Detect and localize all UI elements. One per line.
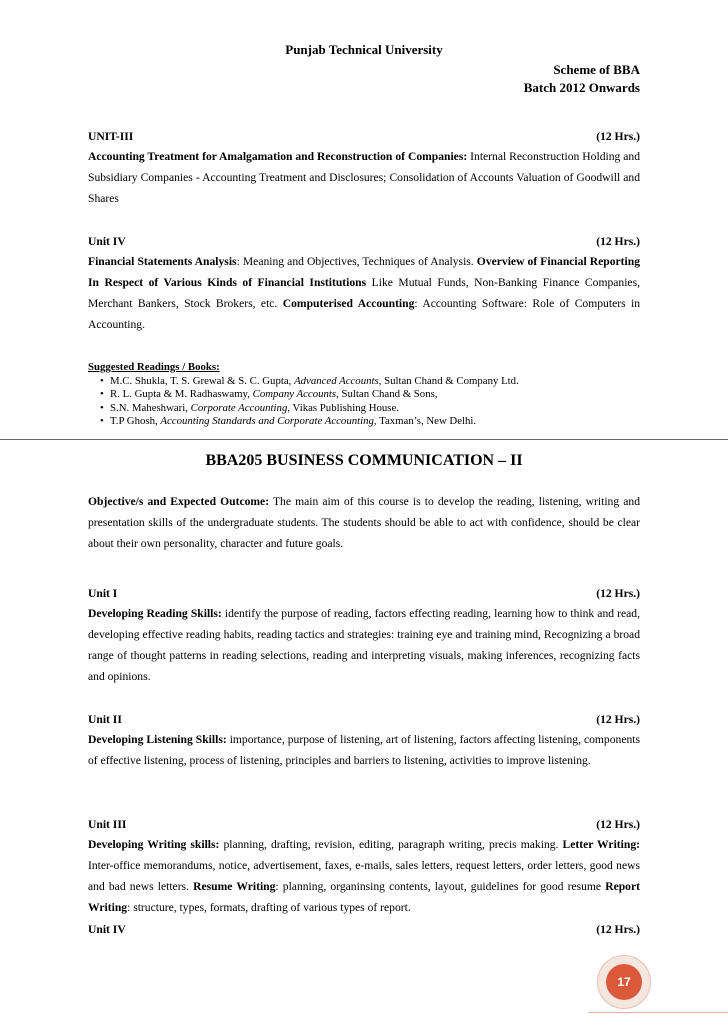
reading-item: • R. L. Gupta & M. Radhaswamy, Company Accounts, Sultan Chand & Sons, <box>102 388 648 402</box>
topic-heading: Overview of Financial Reporting In Respect of Various Kinds of Financial Institutions <box>88 255 640 289</box>
course-unit-i-heading <box>88 585 640 603</box>
topic-text: : structure, types, formats, drafting of various types of report. <box>127 901 411 914</box>
unit-iv-content <box>88 251 640 335</box>
topic-heading: Letter Writing: <box>562 838 640 851</box>
unit-hours: (12 Hrs.) <box>596 818 640 831</box>
topic-text: Inter-office memorandums, notice, advertisement, faxes, e-mails, sales letters, request letters, order letters, good news and bad news letters. <box>88 859 640 893</box>
unit-iii-content <box>88 146 640 209</box>
reading-item: • T.P Ghosh, Accounting Standards and Corporate Accounting, Taxman’s, New Delhi. <box>102 415 648 429</box>
course-unit-iv-section <box>88 921 640 939</box>
course-title: BBA205 BUSINESS COMMUNICATION – II <box>205 452 523 469</box>
scheme-header: Scheme of BBA <box>553 62 640 77</box>
batch-header: Batch 2012 Onwards <box>523 80 640 95</box>
university-header: Punjab Technical University <box>285 42 443 57</box>
course-unit-ii-section <box>88 711 640 771</box>
topic-text: identify the purpose of reading, factors effecting reading, learning how to think and read, developing effective reading habits, reading tactics and strategies: training eye and training mind, Recognizing a broad range of thought patterns in reading selections, reading and interpreting visuals, making inferences, recognizing facts and opinions. <box>88 607 640 683</box>
unit-hours: (12 Hrs.) <box>596 235 640 248</box>
topic-heading: Developing Reading Skills: <box>88 607 222 620</box>
course-unit-iv-heading <box>88 921 640 939</box>
unit-title: UNIT-III <box>88 130 134 143</box>
course-objectives <box>88 491 640 554</box>
unit-hours: (12 Hrs.) <box>596 587 640 600</box>
topic-heading: Computerised Accounting <box>282 297 415 310</box>
course-unit-iii-heading <box>88 816 640 834</box>
page-number: 17 <box>606 964 642 1000</box>
unit-hours: (12 Hrs.) <box>596 130 640 143</box>
topic-heading: Accounting Treatment for Amalgamation and Reconstruction of Companies: <box>88 150 468 163</box>
course-unit-iii-section <box>88 816 640 918</box>
unit-title: Unit I <box>88 587 118 600</box>
unit-title: Unit III <box>88 818 127 831</box>
objectives-text <box>88 491 640 554</box>
topic-text: Like Mutual Funds, Non-Banking Finance Companies, Merchant Bankers, Stock Brokers, etc. <box>88 276 640 310</box>
unit-iii-heading <box>88 128 640 146</box>
unit-iii-section <box>88 128 640 209</box>
page-number-badge <box>597 955 651 1009</box>
topic-text: planning, drafting, revision, editing, paragraph writing, precis making. <box>219 838 563 851</box>
unit-title: Unit IV <box>88 235 126 248</box>
section-divider <box>0 439 728 440</box>
reading-item: • S.N. Maheshwari, Corporate Accounting, Vikas Publishing House. <box>102 402 648 416</box>
course-unit-iii-content <box>88 834 640 918</box>
topic-text: importance, purpose of listening, art of listening, factors affecting listening, components of effective listening, process of listening, principles and barriers to listening, activities to improve listening. <box>88 733 640 767</box>
course-unit-i-content <box>88 603 640 687</box>
unit-hours: (12 Hrs.) <box>596 713 640 726</box>
page-corner-line <box>588 1012 728 1013</box>
topic-text: : Accounting Software: Role of Computers in Accounting. <box>88 297 641 331</box>
topic-heading: Report Writing <box>88 880 640 914</box>
suggested-readings <box>88 361 648 429</box>
objectives-heading: Objective/s and Expected Outcome: <box>88 495 270 508</box>
readings-list <box>88 375 648 429</box>
objectives-body: The main aim of this course is to develop the reading, listening, writing and presentation skills of the undergraduate students. The students should be able to act with confidence, should be clear about their own personality, character and future goals. <box>88 495 641 550</box>
unit-hours: (12 Hrs.) <box>596 923 640 936</box>
readings-title: Suggested Readings / Books: <box>88 361 220 373</box>
unit-title: Unit II <box>88 713 122 726</box>
unit-iv-section <box>88 233 640 335</box>
topic-heading: Developing Writing skills: <box>88 838 220 851</box>
course-unit-ii-content <box>88 729 640 771</box>
unit-iv-heading <box>88 233 640 251</box>
topic-text: : Meaning and Objectives, Techniques of Analysis. <box>236 255 477 268</box>
course-unit-i-section <box>88 585 640 687</box>
topic-heading: Financial Statements Analysis <box>88 255 237 268</box>
unit-title: Unit IV <box>88 923 126 936</box>
reading-item: • M.C. Shukla, T. S. Grewal & S. C. Gupta, Advanced Accounts, Sultan Chand & Company Ltd. <box>102 375 648 389</box>
topic-heading: Resume Writing <box>193 880 276 893</box>
topic-heading: Developing Listening Skills: <box>88 733 227 746</box>
topic-text: Internal Reconstruction Holding and Subsidiary Companies - Accounting Treatment and Disclosures; Consolidation of Accounts Valuation of Goodwill and Shares <box>88 150 640 205</box>
course-unit-ii-heading <box>88 711 640 729</box>
topic-text: : planning, organinsing contents, layout, guidelines for good resume <box>275 880 606 893</box>
